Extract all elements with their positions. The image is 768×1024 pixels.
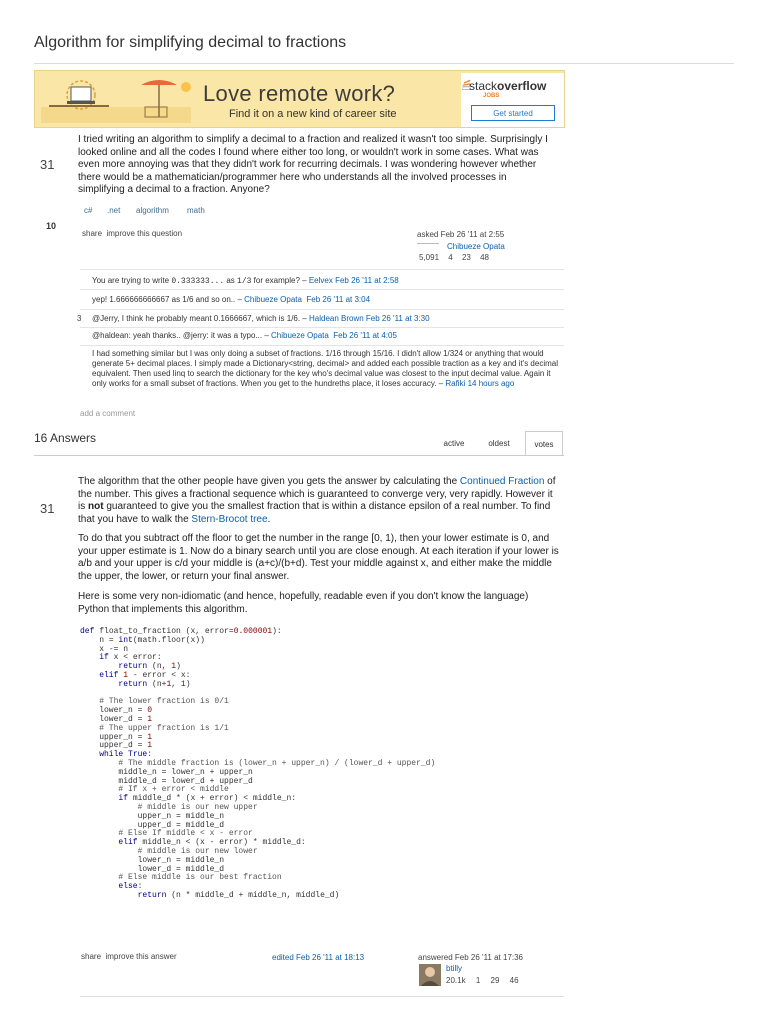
code-line: elif 1 - error < x: (99, 670, 191, 680)
code-line: while True: (99, 750, 153, 760)
stackoverflow-wordmark (469, 79, 546, 93)
answer-edited-time[interactable]: edited Feb 26 '11 at 18:13 (272, 953, 365, 962)
comment-text-part: as (224, 276, 238, 285)
answer-paragraph-2: To do that you subtract off the floor to get the number in the range [0, 1), then your lower estimate is 0, and your upper estimate is 1. Now do a binary search until you are close enough. At each iteration if your lower is a/b and your upper is c/d your middle is (a+c)/(b+d). Test your middle against x, and either make the middle the upper, the lower, or return your final answer. (78, 533, 559, 582)
comment-text-part: You are trying to write (92, 276, 172, 285)
tag-algorithm[interactable]: algorithm (136, 206, 169, 215)
code-line: upper_n = 1 (99, 732, 153, 742)
comment-time[interactable]: Feb 26 '11 at 4:05 (333, 331, 397, 340)
code-line: # The upper fraction is 1/1 (99, 723, 229, 733)
share-question-link[interactable]: share (82, 229, 103, 238)
ad-brand-panel (461, 73, 565, 127)
avatar[interactable] (419, 964, 441, 986)
tag-math[interactable]: math (187, 206, 205, 215)
code-line: x -= n (99, 644, 129, 654)
title-divider (34, 63, 734, 64)
code-line: if middle_d * (x + error) < middle_n: (118, 794, 297, 804)
code-line: n = int(math.floor(x)) (99, 635, 205, 645)
stern-brocot-link[interactable]: Stern-Brocot tree (191, 513, 268, 525)
page-title: Algorithm for simplifying decimal to fractions (34, 34, 347, 51)
code-block (80, 628, 550, 901)
comment-user[interactable]: Eelvex (308, 276, 333, 285)
code-line: lower_d = 1 (99, 714, 153, 724)
code-line: middle_n = lower_n + upper_n (118, 767, 253, 777)
comment-code: 0.333333... (171, 277, 225, 286)
comment-text-part: I had something similar but I was only doing a subset of fractions. 1/16 through 15/16. I didn't allow 1/324 or anything that would generate 5+ decimal places. I simply made a Dictionary<string, decimal> and added each possible traction as a key and it's decimal equivalent. Then used linq to search the dictionary for the key who's decimal value was closest to the input decimal value. Again it only works for a small subset of fractions. When you get to the hundreths place, it loses accuracy. – (92, 349, 558, 388)
asker-bronze: 48 (480, 253, 489, 262)
ad-banner[interactable] (34, 70, 565, 128)
code-line: if x < error: (99, 653, 162, 663)
comment-time[interactable]: Feb 26 '11 at 3:30 (365, 314, 430, 323)
answer-text: . (267, 513, 271, 525)
answer-paragraph-1 (78, 476, 562, 526)
code-line: # The middle fraction is (lower_n + upper_n) / (lower_d + upper_d) (118, 758, 436, 768)
question-body: I tried writing an algorithm to simplify a decimal to a fraction and realized it wasn't too simple. Surprisingly I looked online and all the codes I found where either too long, or wouldn't work in some cases. What was even more annoying was that they didn't work for recurring decimals. I was wondering however whether there would be a mathematician/programmer here who understands all the involved processes in simplifying a decimal to a fraction. Anyone? (78, 134, 548, 195)
code-line: # Else If middle < x - error (118, 829, 253, 839)
answer-text: guaranteed to give you the smallest fraction that is within a distance epsilon of a real number. To find that you have to walk the (78, 501, 551, 525)
code-line: elif middle_n < (x - error) * middle_d: (118, 838, 306, 848)
ad-subline: Find it on a new kind of career site (229, 108, 397, 120)
code-line: return (n * middle_d + middle_n, middle_d) (137, 890, 340, 900)
comment-row (80, 269, 564, 290)
comment-text (92, 276, 399, 287)
code-line: lower_n = 0 (99, 706, 153, 716)
question-vote-count: 31 (40, 157, 55, 172)
code-line: # If x + error < middle (118, 785, 229, 795)
question-favorite-count: 10 (46, 221, 57, 231)
share-answer-link[interactable]: share (81, 952, 102, 961)
asker-gold: 4 (448, 253, 453, 262)
improve-answer-link[interactable]: improve this answer (105, 952, 177, 961)
answer-paragraph-3: Here is some very non-idiomatic (and hence, hopefully, readable even if you don't know the language) Python that implements this algorithm. (78, 591, 529, 615)
code-line: lower_d = middle_d (137, 864, 225, 874)
answers-count: 16 Answers (34, 431, 97, 445)
comment-time[interactable]: Feb 26 '11 at 2:58 (335, 276, 399, 285)
answer-text: The algorithm that the other people have given you gets the answer by calculating the (78, 476, 460, 487)
question-actions (82, 229, 182, 238)
comment-row (80, 289, 564, 310)
comment-text-part: yep! 1.666666666667 as 1/6 and so on.. – (92, 295, 245, 304)
answer-text: of the number. This gives a fractional sequence which is guaranteed to converge very, very rapidly. However it is (78, 476, 556, 512)
code-line: # The lower fraction is 0/1 (99, 697, 229, 707)
code-line: upper_n = middle_n (137, 811, 225, 821)
answerer-reputation (446, 976, 519, 985)
code-line: upper_d = 1 (99, 741, 153, 751)
comment-user[interactable]: Chibueze Opata (244, 295, 302, 304)
code-line: def float_to_fraction (x, error=0.000001): (80, 627, 282, 636)
tab-active[interactable]: active (443, 439, 465, 448)
comment-text-part: for example? – (251, 276, 309, 285)
comment-user[interactable]: Chibueze Opata (271, 331, 329, 340)
answerer-bronze: 46 (509, 976, 519, 985)
code-line: return (n, 1) (118, 662, 181, 672)
comment-text-part: @Jerry, I think he probably meant 0.1666667, which is 1/6. – (92, 314, 309, 323)
wordmark-jobs: JOBS (483, 93, 500, 99)
code-line: # Else middle is our best fraction (118, 873, 282, 883)
comment-score: 3 (77, 314, 82, 323)
comment-time[interactable]: Feb 26 '11 at 3:04 (306, 295, 371, 304)
code-line: # middle is our new upper (137, 802, 258, 812)
code-line: return (n+1, 1) (118, 679, 191, 689)
comment-text (92, 349, 562, 389)
asker-reputation (419, 253, 489, 262)
comment-time[interactable]: 14 hours ago (467, 379, 515, 388)
code-line: upper_d = middle_d (137, 820, 225, 830)
comment-user[interactable]: Haldean Brown (308, 314, 364, 323)
comment-code: 1/3 (237, 277, 252, 286)
asker-rep: 5,091 (419, 253, 440, 262)
tag-dotnet[interactable]: .net (107, 206, 121, 215)
ad-headline: Love remote work? (203, 81, 396, 106)
answer-answered-time: answered Feb 26 '11 at 17:36 (418, 953, 524, 962)
tab-oldest[interactable]: oldest (488, 439, 510, 448)
comment-row (77, 309, 564, 328)
comment-text (92, 295, 370, 305)
comment-text (92, 314, 430, 324)
wordmark-overflow: overflow (497, 79, 547, 93)
answers-divider (34, 455, 564, 456)
remote-work-illustration-icon (41, 77, 191, 123)
answer-vote-count: 31 (40, 501, 55, 516)
code-line: # middle is our new lower (137, 846, 258, 856)
asker-silver: 23 (461, 253, 471, 262)
answerer-gold: 1 (475, 976, 481, 985)
answerer-silver: 29 (490, 976, 500, 985)
comment-text (92, 331, 397, 341)
tag-csharp[interactable]: c# (84, 206, 93, 215)
question-asked-time: asked Feb 26 '11 at 2:55 (417, 230, 505, 239)
code-line: else: (118, 882, 143, 892)
get-started-button[interactable]: Get started (471, 105, 555, 121)
improve-question-link[interactable]: improve this question (106, 229, 183, 238)
code-line: lower_n = middle_n (137, 855, 225, 865)
comment-text-part: @haldean: yeah thanks.. @jerry: it was a typo... – (92, 331, 271, 340)
answerer-name[interactable]: btilly (446, 964, 463, 973)
tab-votes[interactable]: votes (525, 431, 563, 456)
continued-fraction-link[interactable]: Continued Fraction (459, 476, 545, 487)
asker-avatar-placeholder (417, 243, 439, 244)
code-line: middle_d = lower_d + upper_d (118, 776, 253, 786)
asker-name[interactable]: Chibueze Opata (447, 242, 505, 251)
comment-user[interactable]: Rafiki (445, 379, 466, 388)
answer-bottom-divider (80, 996, 564, 997)
comment-row (80, 345, 564, 404)
answer-emphasis: not (88, 501, 104, 512)
wordmark-stack: stack (469, 79, 498, 93)
add-comment-link[interactable]: add a comment (80, 409, 136, 418)
answerer-rep: 20.1k (446, 976, 466, 985)
answer-actions (81, 952, 177, 961)
comment-row (80, 327, 564, 346)
